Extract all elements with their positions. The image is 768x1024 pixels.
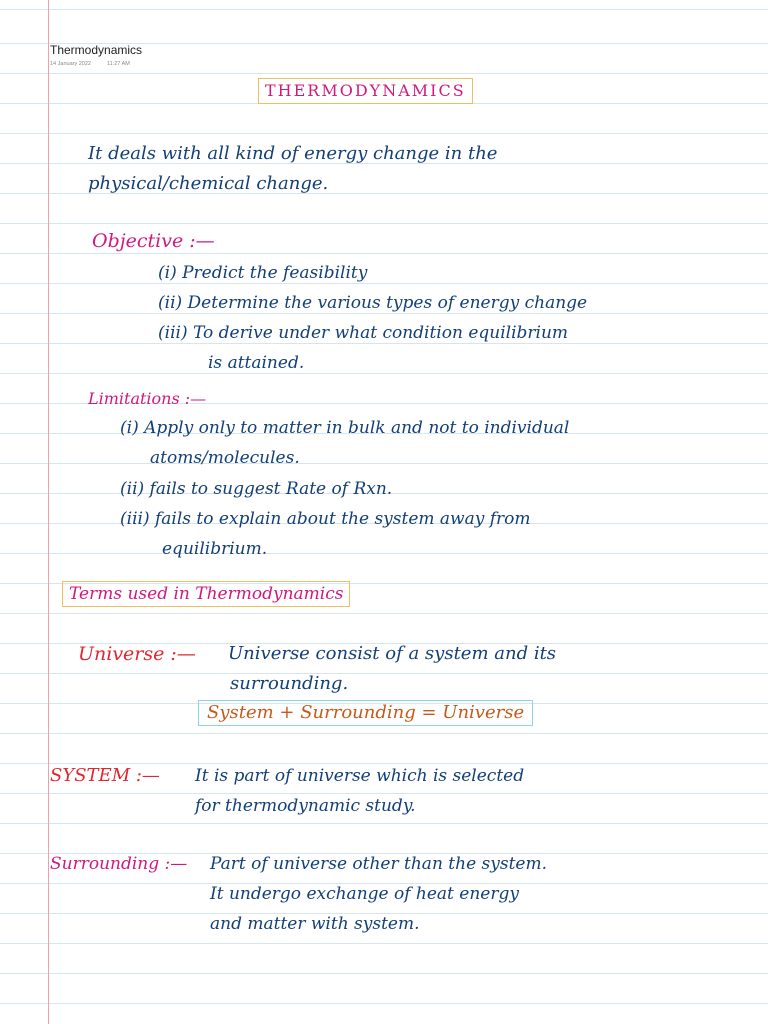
objective-heading: Objective :— — [92, 230, 215, 252]
limitations-heading: Limitations :— — [88, 389, 207, 408]
surrounding-definition: It undergo exchange of heat energy — [210, 884, 519, 904]
objective-item: is attained. — [208, 353, 305, 373]
system-definition: It is part of universe which is selected — [195, 766, 525, 786]
page-date: 14 January 2022 — [50, 61, 91, 67]
limitation-item: (i) Apply only to matter in bulk and not to individual — [120, 418, 570, 438]
page-time: 11:27 AM — [107, 61, 130, 67]
objective-item: (i) Predict the feasibility — [158, 263, 368, 283]
terms-heading: Terms used in Thermodynamics — [62, 581, 350, 607]
universe-definition: surrounding. — [230, 673, 349, 694]
system-label: SYSTEM :— — [50, 765, 160, 786]
surrounding-definition: and matter with system. — [210, 914, 420, 934]
intro-line-2: physical/chemical change. — [88, 173, 329, 194]
surrounding-label: Surrounding :— — [50, 854, 188, 874]
intro-line-1: It deals with all kind of energy change in the — [88, 143, 498, 164]
main-heading: THERMODYNAMICS — [258, 78, 473, 104]
objective-item: (ii) Determine the various types of energy change — [158, 293, 588, 313]
system-definition: for thermodynamic study. — [195, 796, 416, 816]
margin-line — [48, 0, 49, 1024]
objective-item: (iii) To derive under what condition equilibrium — [158, 323, 569, 343]
limitation-item: (ii) fails to suggest Rate of Rxn. — [120, 479, 393, 499]
limitation-item: equilibrium. — [162, 539, 268, 559]
page-title: Thermodynamics — [50, 43, 143, 57]
universe-formula: System + Surrounding = Universe — [198, 700, 533, 726]
surrounding-definition: Part of universe other than the system. — [210, 854, 548, 874]
limitation-item: atoms/molecules. — [150, 448, 300, 468]
universe-label: Universe :— — [78, 643, 196, 665]
universe-definition: Universe consist of a system and its — [228, 643, 557, 664]
limitation-item: (iii) fails to explain about the system away from — [120, 509, 531, 529]
